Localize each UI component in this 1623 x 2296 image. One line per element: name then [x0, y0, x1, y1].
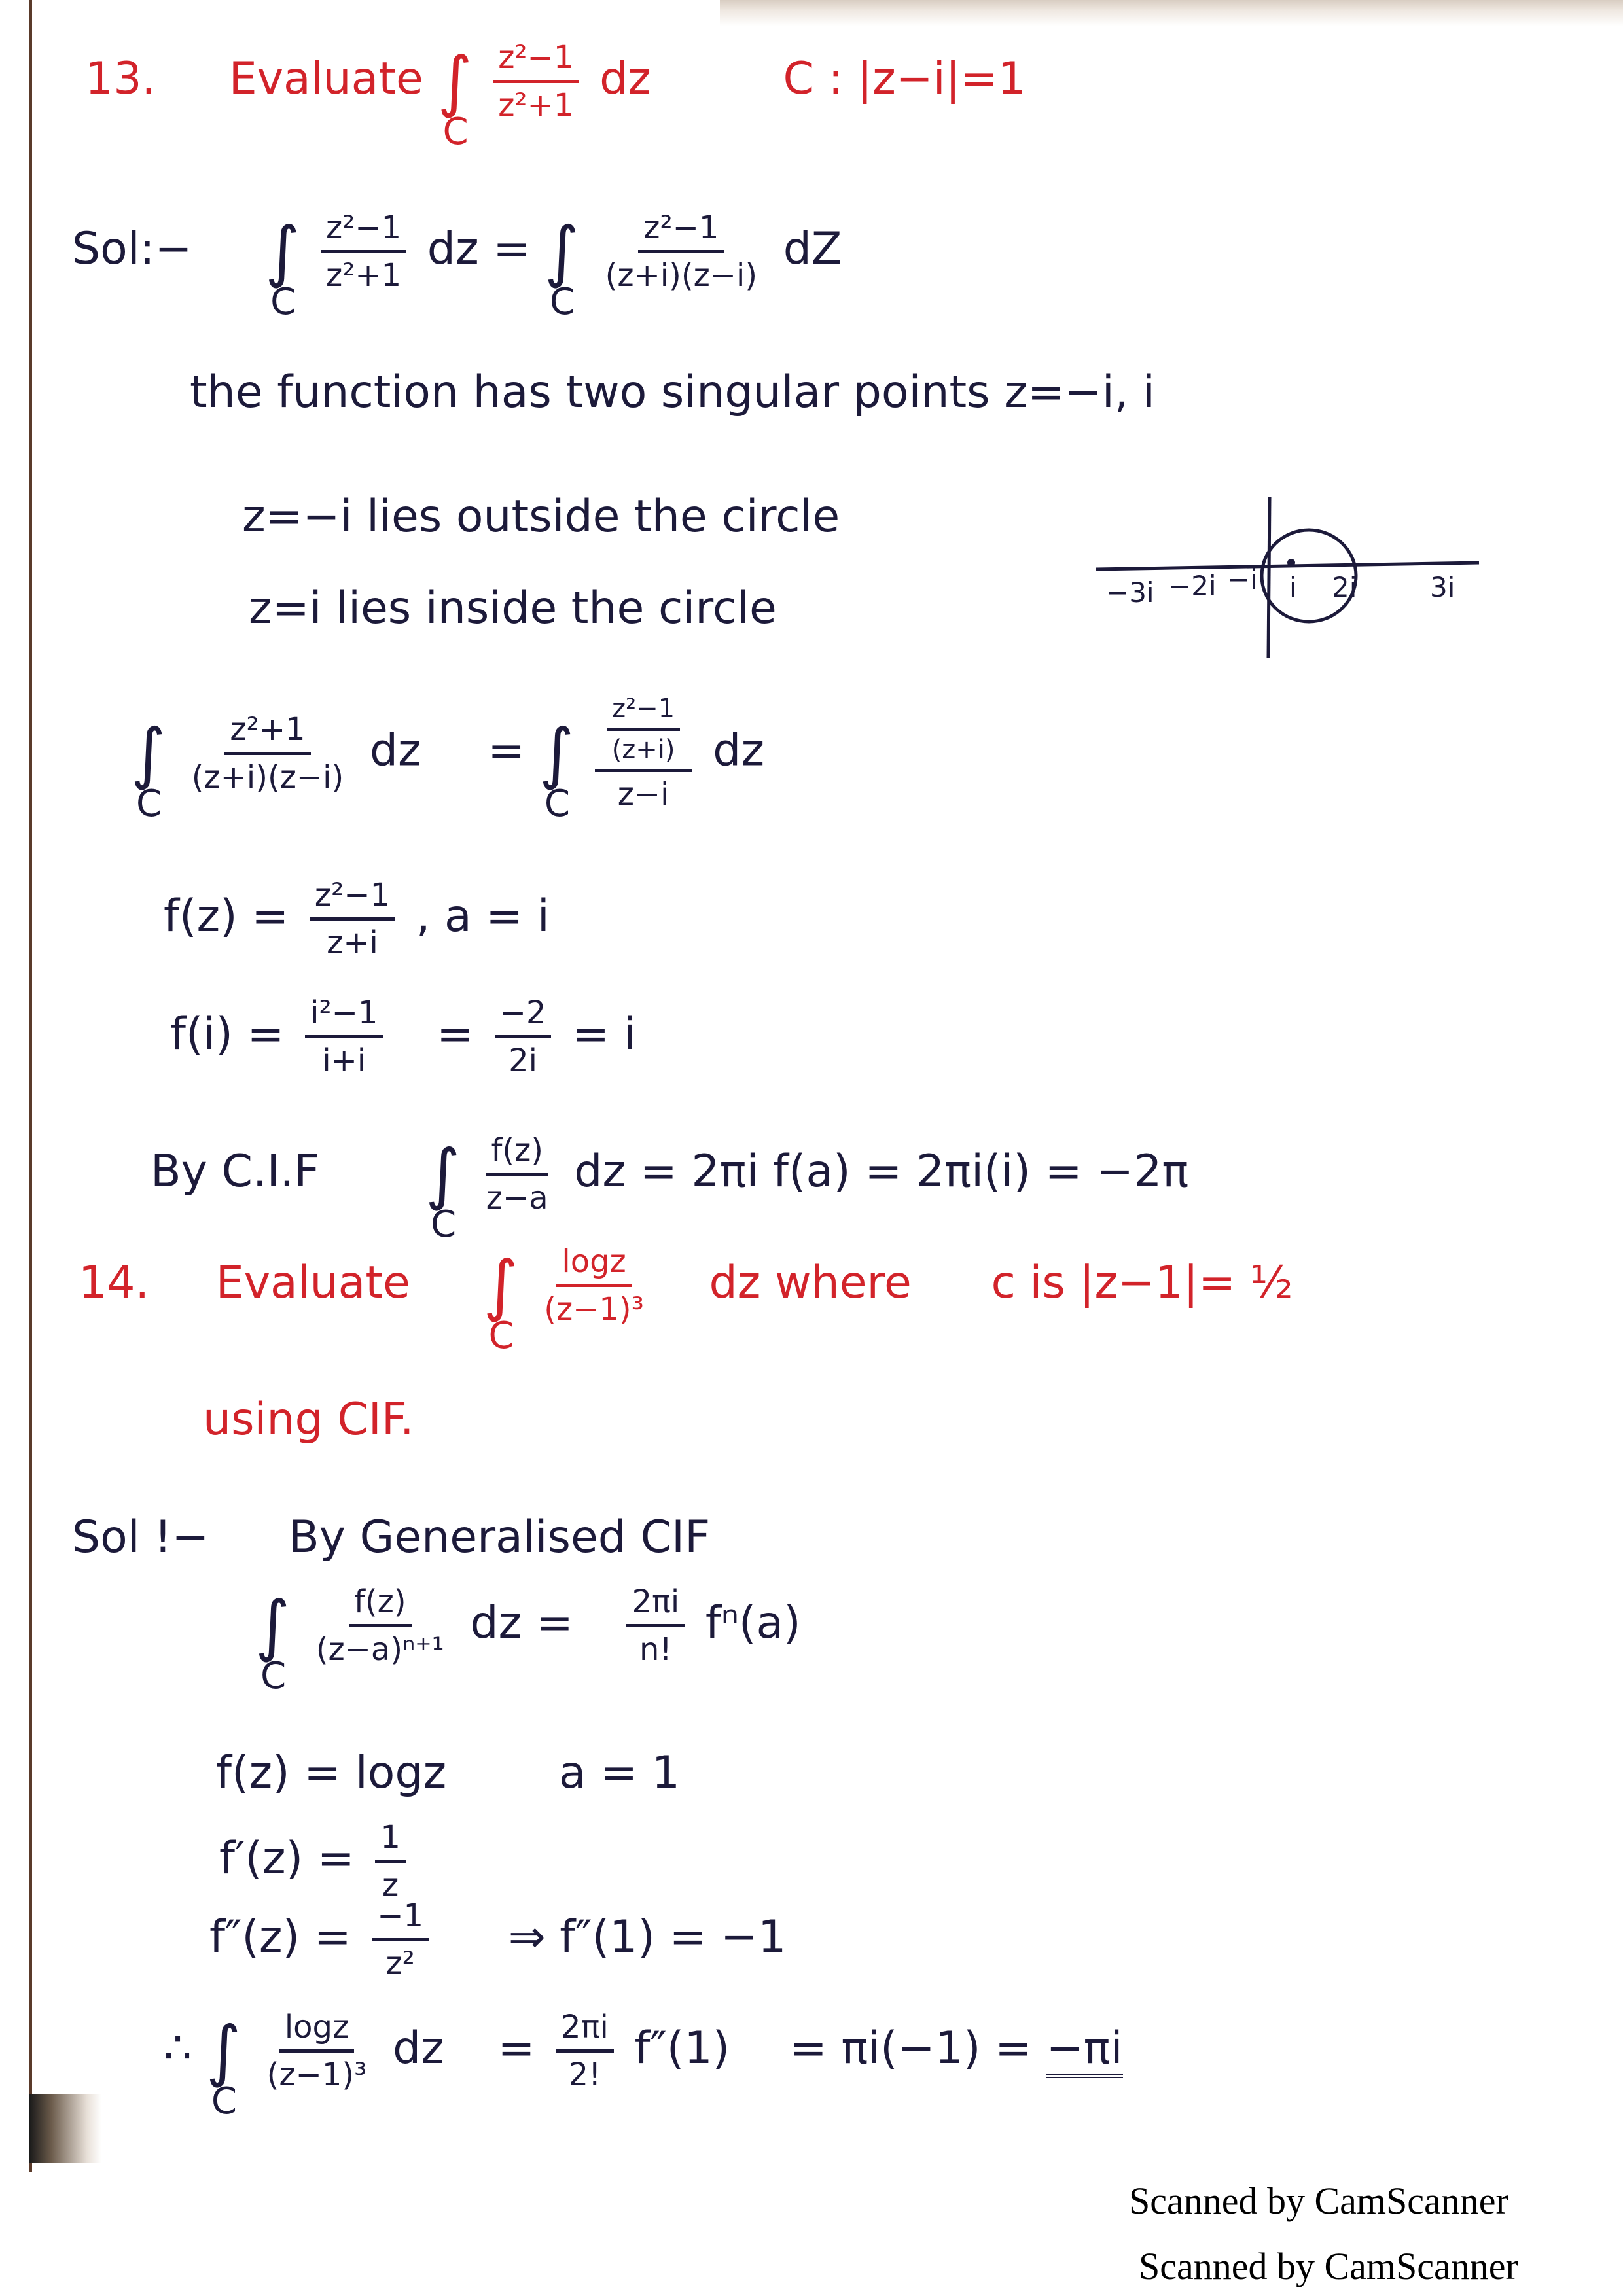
a-value: , a = i: [416, 891, 550, 943]
evaluate-label: Evaluate: [215, 1257, 410, 1309]
dz: dz: [392, 2022, 444, 2075]
formula-fraction: $\frac{f(z)}{\text{(z−a)ⁿ⁺¹}}$: [315, 1583, 444, 1668]
dz: dz: [713, 724, 765, 777]
final-simplification: = πi(−1) =: [789, 2022, 1033, 2075]
camscanner-watermark-1: Scanned by CamScanner: [1129, 2180, 1508, 2222]
contour-definition: c is |z−1|= ½: [991, 1257, 1293, 1309]
solution-label: Sol !−: [72, 1511, 209, 1563]
integral-sign: ∫ C: [544, 213, 580, 323]
outside-circle-text: z=−i lies outside the circle: [242, 491, 840, 542]
final-integrand-fraction: $\frac{\log z}{\text{(z−1)³}}$: [266, 2009, 367, 2093]
argand-diagram: [1073, 484, 1492, 661]
rhs-nested-fraction: $\frac{\frac{\text{z²−1}}{(z+i)}}{z-i}$: [595, 694, 692, 813]
equals: =: [437, 1008, 474, 1061]
f2-label: f″(z) =: [209, 1911, 351, 1964]
dz: dZ: [783, 223, 842, 275]
integral-sign: ∫ C: [265, 213, 300, 323]
svg-text:3i: 3i: [1430, 571, 1455, 603]
dz: dz: [599, 53, 651, 105]
lhs-fraction: $\frac{\text{z²+1}}{(z+i)(z-i)}$: [191, 711, 344, 796]
solution-13-line-1: [72, 209, 842, 323]
dz: dz =: [470, 1597, 573, 1650]
dz-where: dz where: [709, 1257, 912, 1309]
f-definition: [216, 1747, 680, 1799]
dz: dz: [427, 223, 479, 275]
a-value: a = 1: [558, 1747, 681, 1799]
lhs-fraction: $\frac{\text{z²−1}}{\text{z²+1}}$: [321, 209, 406, 294]
dz: dz: [574, 1146, 626, 1198]
therefore-symbol: ∴: [164, 2022, 192, 2075]
question-14: [79, 1243, 1293, 1357]
equals: =: [493, 223, 531, 275]
integrand-fraction: $\frac{\text{z²−1}}{\text{z²+1}}$: [493, 39, 579, 124]
equals: =: [488, 724, 526, 777]
solution-label: Sol:−: [72, 223, 192, 275]
integral-sign: ∫ C: [437, 43, 473, 153]
second-derivative: [209, 1898, 786, 1982]
final-result: [164, 2009, 1123, 2123]
inside-circle-text: z=i lies inside the circle: [249, 582, 777, 634]
camscanner-watermark-2: Scanned by CamScanner: [1139, 2245, 1518, 2287]
using-cif-text: using CIF.: [203, 1394, 414, 1445]
final-rhs-fraction: $\frac{2\pi i}{2!}$: [556, 2009, 614, 2093]
svg-text:−i: −i: [1227, 563, 1258, 595]
integral-sign: ∫ C: [539, 714, 575, 825]
fz-fraction: $\frac{\text{z²−1}}{z+i}$: [310, 877, 395, 961]
cif-result: = 2πi f(a) = 2πi(i) = −2π: [639, 1146, 1189, 1198]
equals: =: [497, 2022, 535, 2075]
fi-result: = i: [572, 1008, 636, 1061]
fz-logz: f(z) = logz: [216, 1747, 447, 1799]
page-top-shadow: [720, 0, 1623, 26]
nth-derivative: fⁿ(a): [705, 1597, 801, 1650]
question-13: [85, 39, 1026, 153]
integral-sign: ∫ C: [425, 1135, 461, 1246]
integrand-fraction: $\frac{\log z}{\text{(z−1)³}}$: [544, 1243, 644, 1328]
evaluate-label: Evaluate: [228, 53, 423, 105]
f1-label: f′(z) =: [219, 1833, 355, 1885]
formula-rhs-fraction: $\frac{2\pi i}{n!}$: [626, 1583, 685, 1668]
svg-text:−3i: −3i: [1106, 576, 1154, 609]
cif-label: By C.I.F: [151, 1146, 320, 1198]
svg-text:2i: 2i: [1332, 571, 1357, 603]
final-answer: −πi: [1046, 2022, 1123, 2078]
fi-simplified-fraction: $\frac{-2}{2i}$: [495, 995, 552, 1079]
f1-fraction: $\frac{1}{z}$: [375, 1819, 406, 1903]
fi-evaluation: [170, 995, 636, 1079]
page-corner-shadow: [29, 2094, 101, 2163]
fi-label: f(i) =: [170, 1008, 285, 1061]
generalised-cif-formula: [255, 1583, 801, 1697]
first-derivative: [219, 1819, 412, 1903]
svg-text:i: i: [1289, 571, 1297, 603]
singular-points-text: the function has two singular points z=−i, i: [190, 366, 1155, 418]
integral-sign: ∫ C: [205, 2012, 241, 2123]
axis-circle-sketch: [1073, 484, 1492, 661]
fz-label: f(z) =: [164, 891, 289, 943]
rhs-fraction: $\frac{\text{z²−1}}{(z+i)(z-i)}$: [605, 209, 758, 294]
fi-fraction: $\frac{\text{i²−1}}{i+i}$: [305, 995, 383, 1079]
integral-sign: ∫ C: [483, 1246, 518, 1357]
fz-definition: [164, 877, 550, 961]
cif-application: [151, 1132, 1189, 1246]
f2-at-1: ⇒ f″(1) = −1: [508, 1911, 787, 1964]
cif-fraction: $\frac{f(z)}{z-a}$: [486, 1132, 548, 1216]
integral-sign: ∫ C: [255, 1587, 291, 1697]
solution-13-line-2: [131, 694, 765, 825]
question-number: 13.: [85, 53, 156, 105]
dz: dz: [369, 724, 421, 777]
solution-14-header: [72, 1511, 710, 1563]
question-number: 14.: [79, 1257, 150, 1309]
integral-sign: ∫ C: [131, 714, 166, 825]
svg-text:−2i: −2i: [1168, 570, 1217, 602]
f2-at-1: f″(1): [634, 2022, 730, 2075]
f2-fraction: $\frac{-1}{\text{z²}}$: [372, 1898, 429, 1982]
generalised-cif-label: By Generalised CIF: [289, 1511, 711, 1563]
contour-definition: C : |z−i|=1: [783, 53, 1026, 105]
